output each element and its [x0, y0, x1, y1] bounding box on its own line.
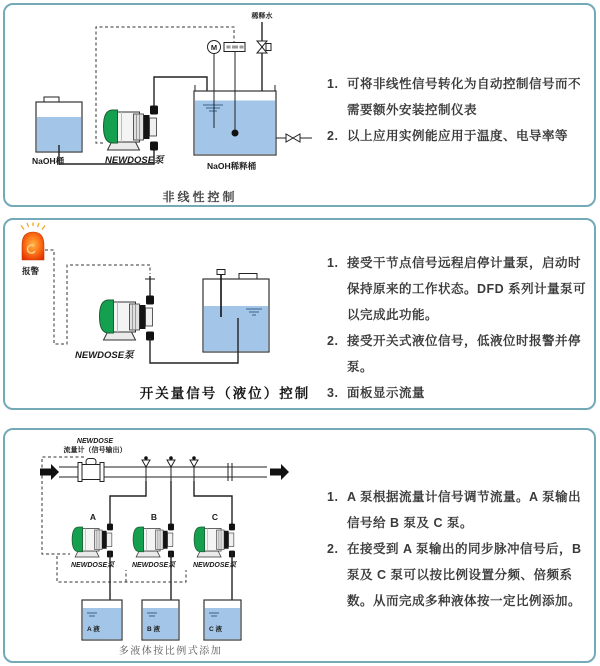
flowmeter-body [78, 459, 104, 482]
flowmeter-label: 流量计（信号输出） [63, 447, 127, 454]
dosing-pump [104, 106, 166, 167]
flowmeter-labels [64, 438, 127, 454]
pump-a [71, 512, 115, 569]
pump-b-letter: B [150, 512, 158, 522]
pump-sync-dashed-line [57, 556, 186, 582]
flow-in-arrow-icon [40, 464, 59, 480]
tank-c-label: C 液 [209, 626, 222, 633]
notes-list [327, 484, 593, 614]
proportional-dosing-diagram [9, 432, 324, 660]
pump-a-letter: A [89, 512, 97, 522]
panel-nonlinear-control [3, 3, 596, 207]
note-item [327, 536, 593, 614]
alarm-label: 报警 [22, 266, 40, 276]
note-number: 2. [327, 129, 339, 143]
note-item [327, 380, 593, 406]
outlet-valve-icon [286, 134, 293, 142]
dilution-water-label: 稀释水 [251, 13, 273, 20]
note-item [327, 250, 593, 328]
note-number: 2. [327, 334, 339, 348]
note-number: 1. [327, 490, 339, 504]
tank-a [82, 600, 122, 640]
naoh-tank-label: NaOH桶 [32, 156, 65, 166]
note-text: A 泵根据流量计信号调节流量。A 泵输出信号给 B 泵及 C 泵。 [347, 490, 582, 530]
pump-c [193, 512, 237, 569]
tank-a-label: A 液 [87, 626, 100, 633]
pump-label: NEWDOSE泵 [193, 562, 237, 569]
notes-list [327, 71, 593, 149]
pump-label: NEWDOSE泵 [105, 155, 164, 166]
pump-b [132, 512, 176, 569]
pump-label: NEWDOSE泵 [132, 562, 176, 569]
motor-letter: M [210, 43, 218, 52]
note-text: 接受开关式液位信号，低液位时报警并停泵。 [347, 334, 582, 374]
note-text: 可将非线性信号转化为自动控制信号而不需要额外安装控制仪表 [347, 77, 582, 117]
discharge-riser [145, 276, 155, 297]
naoh-supply-tank [32, 97, 82, 166]
nonlinear-control-diagram [9, 7, 324, 185]
note-text: 面板显示流量 [347, 386, 426, 400]
level-control-diagram [9, 222, 324, 382]
mix-tank-label: NaOH稀释桶 [207, 161, 257, 171]
diagram-caption: 多液体按比例式添加 [118, 646, 223, 657]
panel-proportional-dosing [3, 428, 596, 663]
dilution-water-inlet [251, 11, 273, 91]
tank-outlet [276, 134, 312, 142]
flowmeter-brand-label: NEWDOSE [76, 438, 114, 445]
pump-c-letter: C [211, 512, 219, 522]
note-item [327, 123, 593, 149]
flow-out-arrow-icon [270, 464, 289, 480]
pump-label: NEWDOSE泵 [71, 562, 115, 569]
note-text: 接受干节点信号远程启停计量泵，启动时保持原来的工作状态。DFD 系列计量泵可以完成此功能。 [347, 256, 587, 322]
main-pipe [40, 463, 289, 481]
note-text: 在接受到 A 泵输出的同步脉冲信号后，B 泵及 C 泵可以按比例设置分频、倍频系数。从而完成多种液体按一定比例添加。 [347, 542, 582, 608]
mixer-impeller [232, 130, 239, 137]
notes-list [327, 250, 593, 406]
note-item [327, 484, 593, 536]
tank-b-label: B 液 [147, 626, 160, 633]
chemical-tank [203, 274, 269, 353]
note-number: 1. [327, 256, 339, 270]
note-text: 以上应用实例能应用于温度、电导率等 [347, 129, 569, 143]
pump-label: NEWDOSE泵 [75, 350, 134, 361]
note-number: 1. [327, 77, 339, 91]
tank-b [142, 600, 179, 640]
note-number: 3. [327, 386, 339, 400]
diagram-caption: 开关量信号（液位）控制 [139, 386, 311, 401]
alarm-beacon [21, 223, 45, 277]
tank-c [204, 600, 241, 640]
diagram-caption: 非线性控制 [162, 190, 238, 204]
note-number: 2. [327, 542, 339, 556]
note-item [327, 71, 593, 123]
note-item [327, 328, 593, 380]
dosing-pump [75, 296, 154, 362]
panel-level-signal-control [3, 218, 596, 410]
